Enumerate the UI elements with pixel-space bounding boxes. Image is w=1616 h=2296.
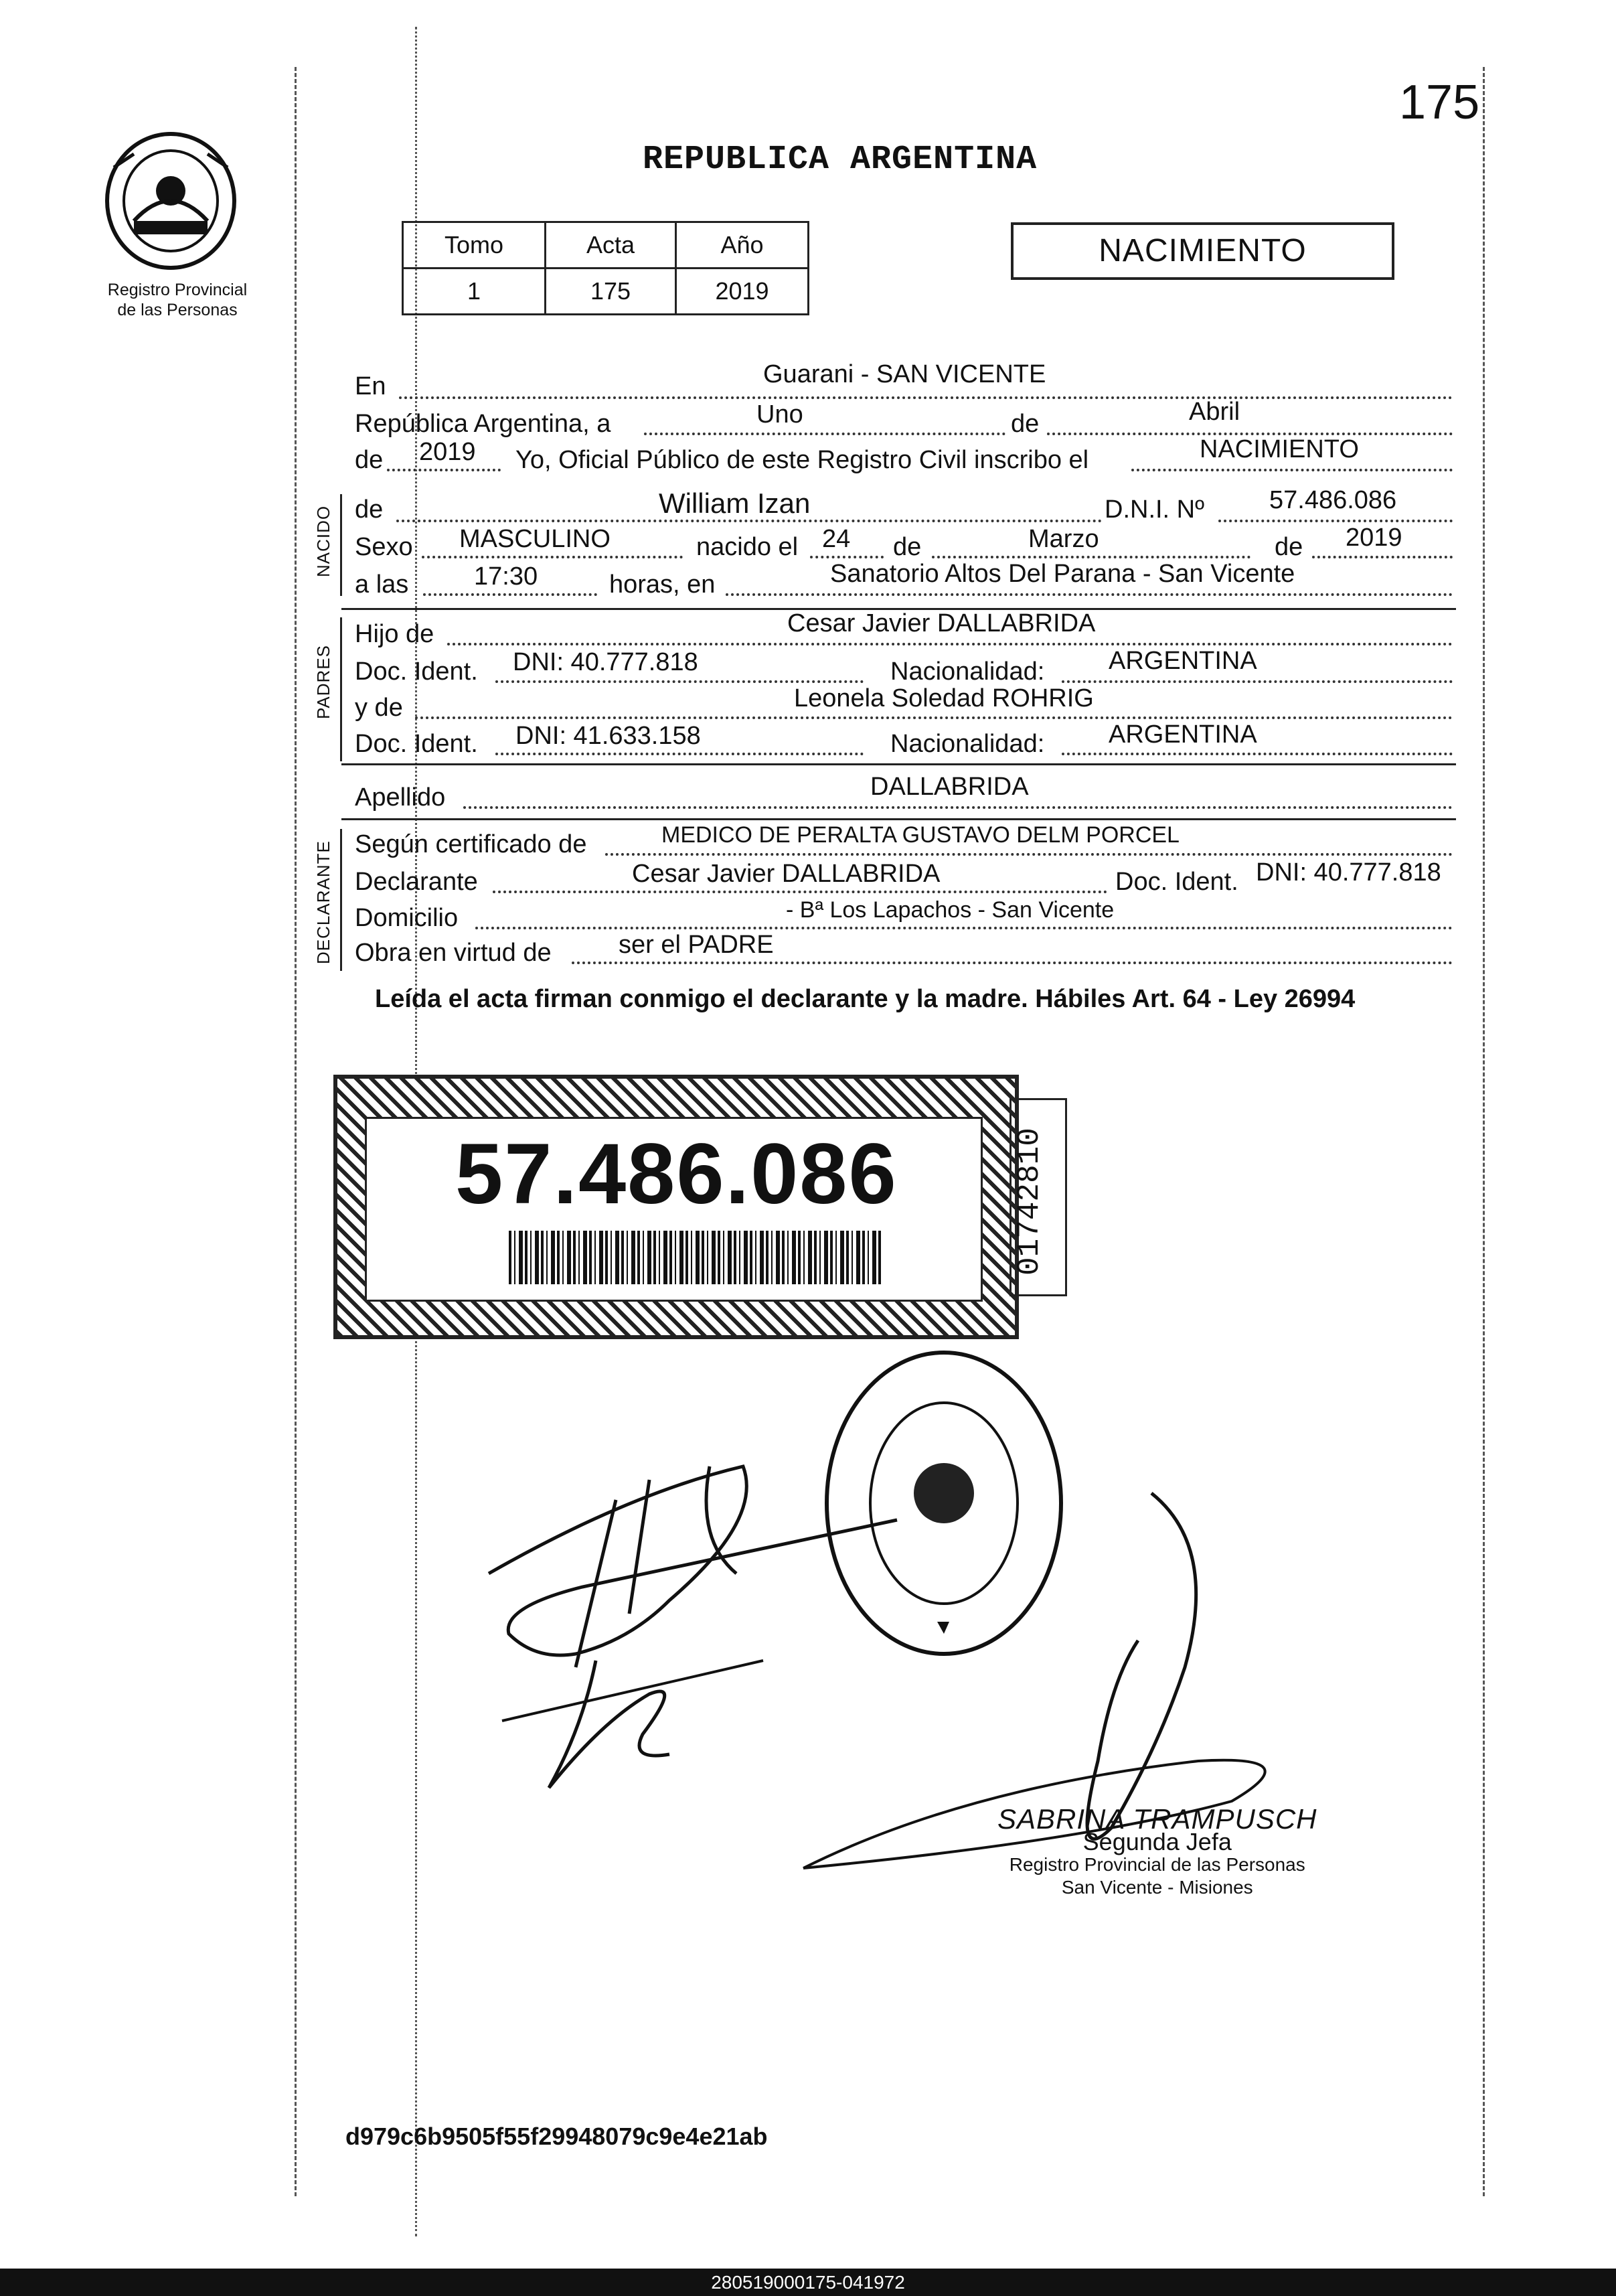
day-value: Uno — [756, 400, 803, 429]
en-label: En — [355, 372, 386, 400]
declarant-value: Cesar Javier DALLABRIDA — [632, 860, 941, 888]
official-name: SABRINA TRAMPUSCH — [997, 1803, 1317, 1835]
dni-value: 57.486.086 — [1269, 486, 1397, 514]
month-value: Abril — [1189, 398, 1240, 426]
name-dots — [396, 520, 1102, 522]
certificate-value: MEDICO DE PERALTA GUSTAVO DELM PORCEL — [661, 822, 1180, 848]
side-label-padres: PADRES — [313, 645, 333, 719]
dni-label: D.N.I. Nº — [1105, 495, 1204, 524]
mother-value: Leonela Soledad ROHRIG — [794, 684, 1094, 712]
certificate-dots — [605, 853, 1453, 856]
section-rule-3 — [341, 818, 1456, 820]
act-dots — [1131, 469, 1453, 471]
de-label-2: de — [355, 446, 384, 474]
father-dots — [447, 643, 1453, 645]
segun-label: Según certificado de — [355, 830, 587, 858]
doc-label-father: Doc. Ident. — [355, 658, 478, 686]
declarante-brace — [340, 829, 342, 971]
declarant-doc-value: DNI: 40.777.818 — [1256, 858, 1441, 887]
act-value: NACIMIENTO — [1200, 435, 1359, 463]
value-ano: 2019 — [676, 269, 809, 315]
republica-dots — [644, 433, 1005, 435]
value-acta: 175 — [546, 269, 676, 315]
capacity-value: ser el PADRE — [619, 931, 774, 959]
birth-day-dots — [810, 556, 884, 558]
official-location: San Vicente - Misiones — [1061, 1877, 1253, 1898]
sexo-label: Sexo — [355, 533, 413, 561]
official-stamp — [997, 1803, 1317, 1899]
left-margin-line — [295, 67, 297, 2196]
document-title: REPUBLICA ARGENTINA — [643, 141, 1038, 179]
birth-place-value: Sanatorio Altos Del Parana - San Vicente — [830, 560, 1295, 588]
father-nat-value: ARGENTINA — [1109, 647, 1257, 675]
document-hash: d979c6b9505f55f29948079c9e4e21ab — [345, 2123, 768, 2150]
doc-label-declarant: Doc. Ident. — [1115, 868, 1238, 896]
apellido-label: Apellido — [355, 783, 446, 812]
place-value: Guarani - SAN VICENTE — [763, 360, 1046, 388]
yo-text: Yo, Oficial Público de este Registro Civil inscribo el — [515, 446, 1089, 474]
side-label-nacido: NACIDO — [313, 505, 333, 577]
birth-month-dots — [932, 556, 1250, 558]
en-dots — [399, 396, 1453, 399]
capacity-dots — [572, 962, 1453, 964]
mother-dots — [415, 716, 1453, 719]
nacido-label: nacido el — [696, 533, 799, 561]
birth-day-value: 24 — [822, 525, 851, 553]
province-logo — [94, 127, 261, 278]
right-margin-line — [1483, 67, 1485, 2196]
mother-doc-value: DNI: 41.633.158 — [515, 722, 701, 750]
declarante-label: Declarante — [355, 868, 478, 896]
declarant-dots — [493, 891, 1107, 893]
sex-value: MASCULINO — [459, 525, 611, 553]
de-label-4: de — [893, 533, 922, 561]
de-label-5: de — [1275, 533, 1303, 561]
serial-number: 01742810 — [1012, 1128, 1047, 1276]
side-label-declarante: DECLARANTE — [313, 840, 333, 964]
birth-year-dots — [1312, 556, 1453, 558]
header-ano: Año — [676, 222, 809, 269]
mother-nat-value: ARGENTINA — [1109, 720, 1257, 749]
doc-label-mother: Doc. Ident. — [355, 730, 478, 758]
de-label-1: de — [1011, 410, 1040, 438]
horas-label: horas, en — [609, 570, 716, 599]
barcode-icon — [509, 1231, 884, 1284]
official-office: Registro Provincial de las Personas — [1009, 1854, 1305, 1875]
republica-label: República Argentina, a — [355, 410, 611, 438]
father-value: Cesar Javier DALLABRIDA — [787, 609, 1096, 637]
surname-dots — [463, 806, 1453, 809]
birth-month-value: Marzo — [1028, 525, 1099, 553]
mother-nat-dots — [1062, 753, 1453, 755]
address-value: - Bª Los Lapachos - San Vicente — [786, 897, 1115, 923]
act-type-box: NACIMIENTO — [1011, 222, 1394, 280]
closing-text: Leída el acta firman conmigo el declarante y la madre. Hábiles Art. 64 - Ley 26994 — [375, 985, 1356, 1013]
section-rule-2 — [341, 763, 1456, 765]
header-tomo: Tomo — [403, 222, 546, 269]
year-value: 2019 — [419, 438, 476, 466]
sex-dots — [422, 556, 683, 558]
time-value: 17:30 — [474, 562, 538, 591]
logo-caption: Registro Provincial de las Personas — [107, 281, 248, 319]
official-position: Segunda Jefa — [1082, 1828, 1232, 1855]
page-number: 175 — [1399, 76, 1480, 129]
de-label-3: de — [355, 495, 384, 524]
year-dots — [387, 469, 501, 471]
birth-place-dots — [726, 593, 1453, 596]
child-name-value: William Izan — [659, 487, 811, 519]
value-tomo: 1 — [403, 269, 546, 315]
birth-year-value: 2019 — [1346, 524, 1402, 552]
address-dots — [475, 927, 1453, 929]
province-logo-icon — [94, 127, 248, 275]
nacionalidad-label-mother: Nacionalidad: — [890, 730, 1045, 758]
dni-dots — [1218, 520, 1453, 522]
father-doc-value: DNI: 40.777.818 — [513, 648, 698, 676]
time-dots — [423, 593, 597, 596]
padres-brace — [340, 617, 342, 761]
father-nat-dots — [1062, 680, 1453, 683]
father-doc-dots — [495, 680, 864, 683]
domicilio-label: Domicilio — [355, 904, 459, 932]
dni-number: 57.486.086 — [455, 1126, 898, 1222]
y-de-label: y de — [355, 694, 403, 722]
header-acta: Acta — [546, 222, 676, 269]
a-las-label: a las — [355, 570, 409, 599]
hijo-label: Hijo de — [355, 620, 434, 648]
obra-label: Obra en virtud de — [355, 939, 552, 967]
surname-value: DALLABRIDA — [870, 773, 1029, 801]
footer-code: 280519000175-041972 — [0, 2269, 1616, 2296]
nacido-brace — [340, 494, 342, 596]
mother-doc-dots — [495, 753, 864, 755]
nacionalidad-label-father: Nacionalidad: — [890, 658, 1045, 686]
registry-table — [402, 221, 809, 315]
